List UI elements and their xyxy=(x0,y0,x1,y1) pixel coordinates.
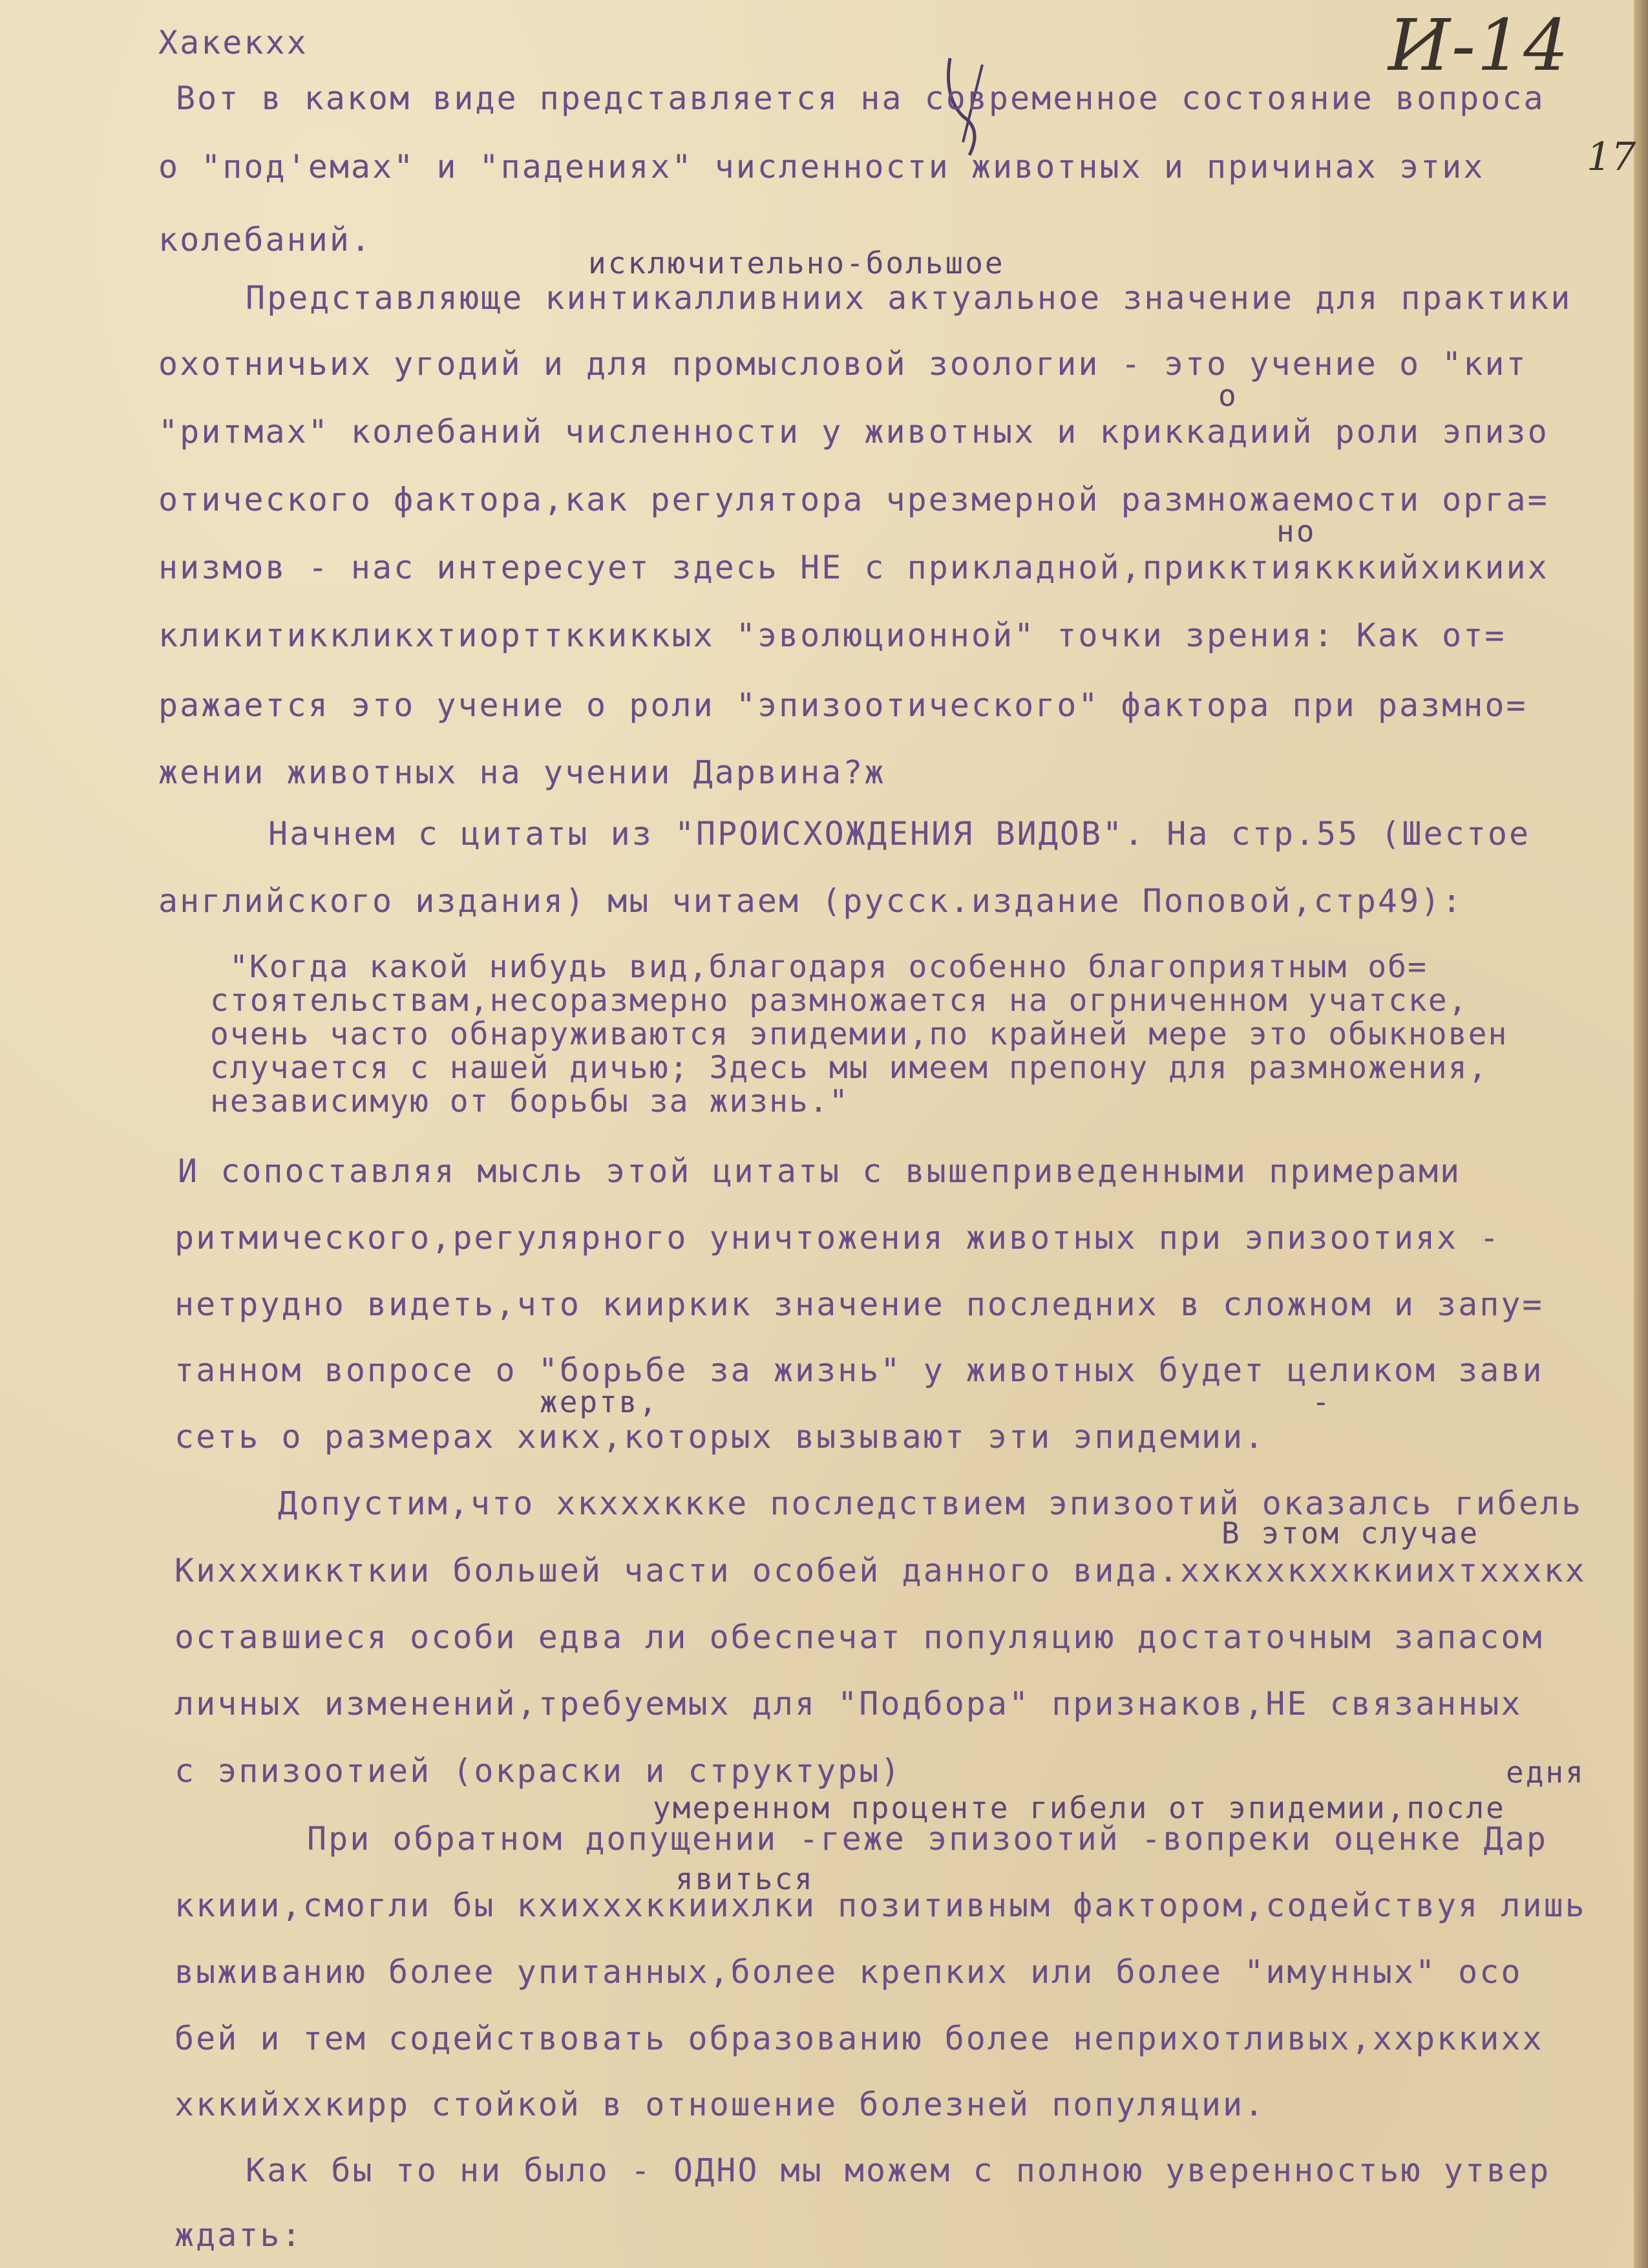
quote-line: "Когда какой нибудь вид,благодаря особенно благоприятным об= xyxy=(229,949,1428,985)
quote-line: случается с нашей дичью; Здесь мы имеем препону для размножения, xyxy=(210,1050,1488,1086)
text-line: Вот в каком виде представляется на современное состояние вопроса xyxy=(176,79,1545,117)
text-line: жении животных на учении Дарвина?ж xyxy=(158,754,886,791)
text-line: кликитиккликхтиорттккиккых "эволюционной" точки зрения: Как от= xyxy=(158,617,1506,654)
page-number: 17 xyxy=(1587,134,1636,180)
text-line: танном вопросе о "борьбе за жизнь" у животных будет целиком зави xyxy=(174,1351,1544,1389)
text-line: "ритмах" колебаний численности у животных и криккадиий роли эпизо xyxy=(158,413,1549,450)
quote-line: независимую от борьбы за жизнь." xyxy=(210,1083,849,1119)
quote-line: стоятельствам,несоразмерно размножается на огрниченном учатске, xyxy=(210,982,1468,1019)
text-line: низмов - нас интересует здесь НЕ с прикладной,прикктиякккийхикиих xyxy=(158,549,1549,586)
insertion-text: о xyxy=(1218,378,1238,413)
insertion-text: явиться xyxy=(675,1861,814,1896)
text-line: английского издания) мы читаем (русск.издание Поповой,стр49): xyxy=(158,882,1464,920)
text-line: ждать: xyxy=(174,2216,303,2254)
text-line: выживанию более упитанных,более крепких или более "имунных" осо xyxy=(174,1953,1523,1991)
text-line: бей и тем содействовать образованию более неприхотливых,ххрккихх xyxy=(174,2020,1544,2057)
text-line: с эпизоотией (окраски и структуры) xyxy=(174,1752,902,1790)
text-line: Представляюще кинтикалливниих актуальное значение для практики xyxy=(246,279,1572,317)
text-line: о "под'емах" и "падениях" численности животных и причинах этих xyxy=(158,148,1485,185)
text-line: отического фактора,как регулятора чрезмерной размножаемости орга= xyxy=(158,481,1549,518)
text-line: Начнем с цитаты из "ПРОИСХОЖДЕНИЯ ВИДОВ". На стр.55 (Шестое xyxy=(268,815,1531,853)
text-line: Кихххиккткии большей части особей данного вида.ххкххкххккиихтхххкх xyxy=(174,1552,1587,1589)
quote-line: очень часто обнаруживаются эпидемии,по крайней мере это обыкновен xyxy=(210,1016,1508,1052)
text-line: ккиии,смогли бы кхихххккиихлки позитивным фактором,содействуя лишь xyxy=(174,1887,1587,1924)
insertion-text: едня xyxy=(1506,1755,1585,1790)
insertion-text: исключительно-большое xyxy=(588,246,1005,281)
text-line: ражается это учение о роли "эпизоотического" фактора при размно= xyxy=(158,686,1528,724)
text-line: При обратном допущении -геже эпизоотий -вопреки оценке Дар xyxy=(307,1820,1548,1858)
page-edge xyxy=(1634,0,1648,2268)
insertion-text: В этом случае xyxy=(1221,1516,1480,1551)
text-line: ритмического,регулярного уничтожения животных при эпизоотиях - xyxy=(174,1219,1501,1256)
text-line: сеть о размерах хикх,которых вызывают эти эпидемии. xyxy=(174,1418,1266,1456)
text-line: нетрудно видеть,что кииркик значение последних в сложном и запу= xyxy=(174,1286,1544,1323)
text-line: охотничьих угодий и для промысловой зоологии - это учение о "кит xyxy=(158,345,1528,383)
text-line: Допустим,что хкхххккке последствием эпизоотий оказалсь гибель xyxy=(278,1485,1583,1522)
header-code: Хакекхх xyxy=(158,24,308,61)
text-line: хккийххкирр стойкой в отношение болезней популяции. xyxy=(174,2086,1266,2123)
insertion-text: но xyxy=(1276,514,1316,549)
text-line: колебаний. xyxy=(158,221,373,259)
text-line: оставшиеся особи едва ли обеспечат популяцию достаточным запасом xyxy=(174,1618,1544,1656)
archive-number: И-14 xyxy=(1388,4,1570,87)
text-line: личных изменений,требуемых для "Подбора" признаков,НЕ связанных xyxy=(174,1685,1523,1722)
text-line: И сопоставляя мысль этой цитаты с вышеприведенными примерами xyxy=(178,1152,1462,1190)
insertion-text: умеренном проценте гибели от эпидемии,после xyxy=(653,1790,1506,1825)
text-line: Как бы то ни было - ОДНО мы можем с полною уверенностью утвер xyxy=(246,2152,1551,2189)
insertion-text: жертв, xyxy=(540,1384,659,1419)
insertion-text: - xyxy=(1312,1384,1332,1419)
